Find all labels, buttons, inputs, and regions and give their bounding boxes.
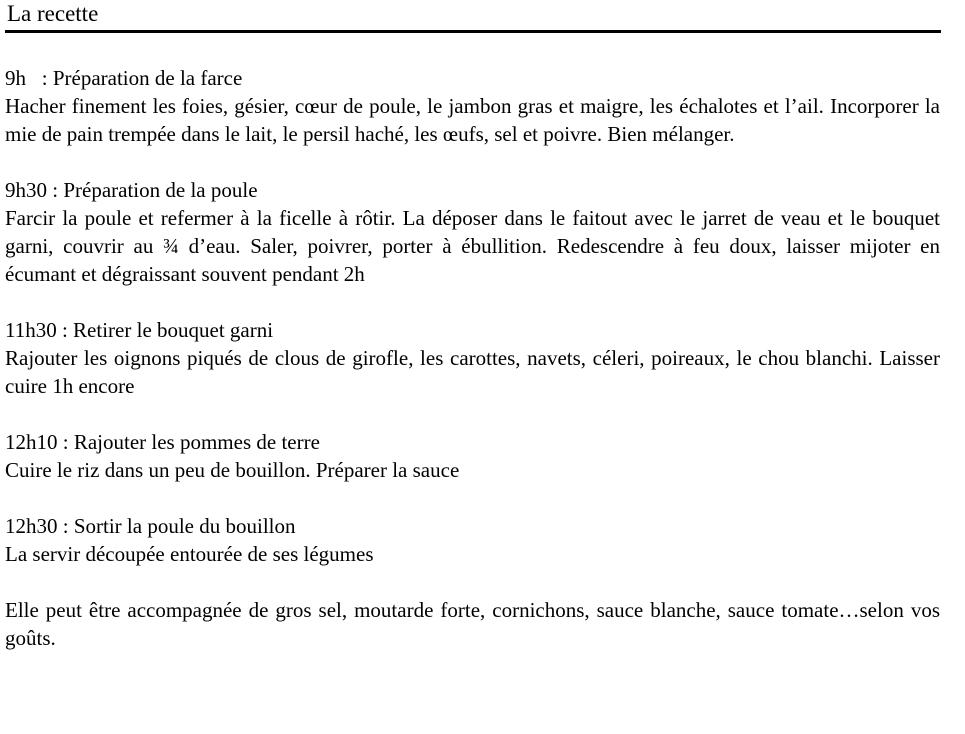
title-divider [5,30,941,33]
recipe-step [5,64,940,148]
step-text: Cuire le riz dans un peu de bouillon. Préparer la sauce [5,458,460,482]
step-text: Farcir la poule et refermer à la ficelle à rôtir. La déposer dans le faitout avec le jarret de veau et le bouquet garni, couvrir au ¾ d’eau. Saler, poivrer, porter à ébullition. Redescendre à feu doux, laisser mijoter en écumant et dégraissant souvent pendant 2h [5,206,940,286]
step-text: Hacher finement les foies, gésier, cœur de poule, le jambon gras et maigre, les échalotes et l’ail. Incorporer la mie de pain trempée dans le lait, le persil haché, les œufs, sel et poivre. Bien mélanger. [5,94,940,146]
step-text: La servir découpée entourée de ses légumes [5,542,374,566]
recipe-step [5,176,940,288]
step-heading: 11h30 : Retirer le bouquet garni [5,318,274,342]
recipe-page [5,0,940,652]
recipe-step [5,512,940,568]
step-heading: 9h : Préparation de la farce [5,66,243,90]
recipe-step [5,316,940,400]
recipe-step [5,428,940,484]
step-heading: 9h30 : Préparation de la poule [5,178,258,202]
page-title: La recette [7,1,99,26]
step-heading: 12h10 : Rajouter les pommes de terre [5,430,320,454]
step-heading: 12h30 : Sortir la poule du bouillon [5,514,296,538]
closing-note: Elle peut être accompagnée de gros sel, moutarde forte, cornichons, sauce blanche, sauce tomate…selon vos goûts. [5,598,940,650]
recipe-content [5,64,940,652]
step-text: Rajouter les oignons piqués de clous de girofle, les carottes, navets, céleri, poireaux, le chou blanchi. Laisser cuire 1h encore [5,346,940,398]
